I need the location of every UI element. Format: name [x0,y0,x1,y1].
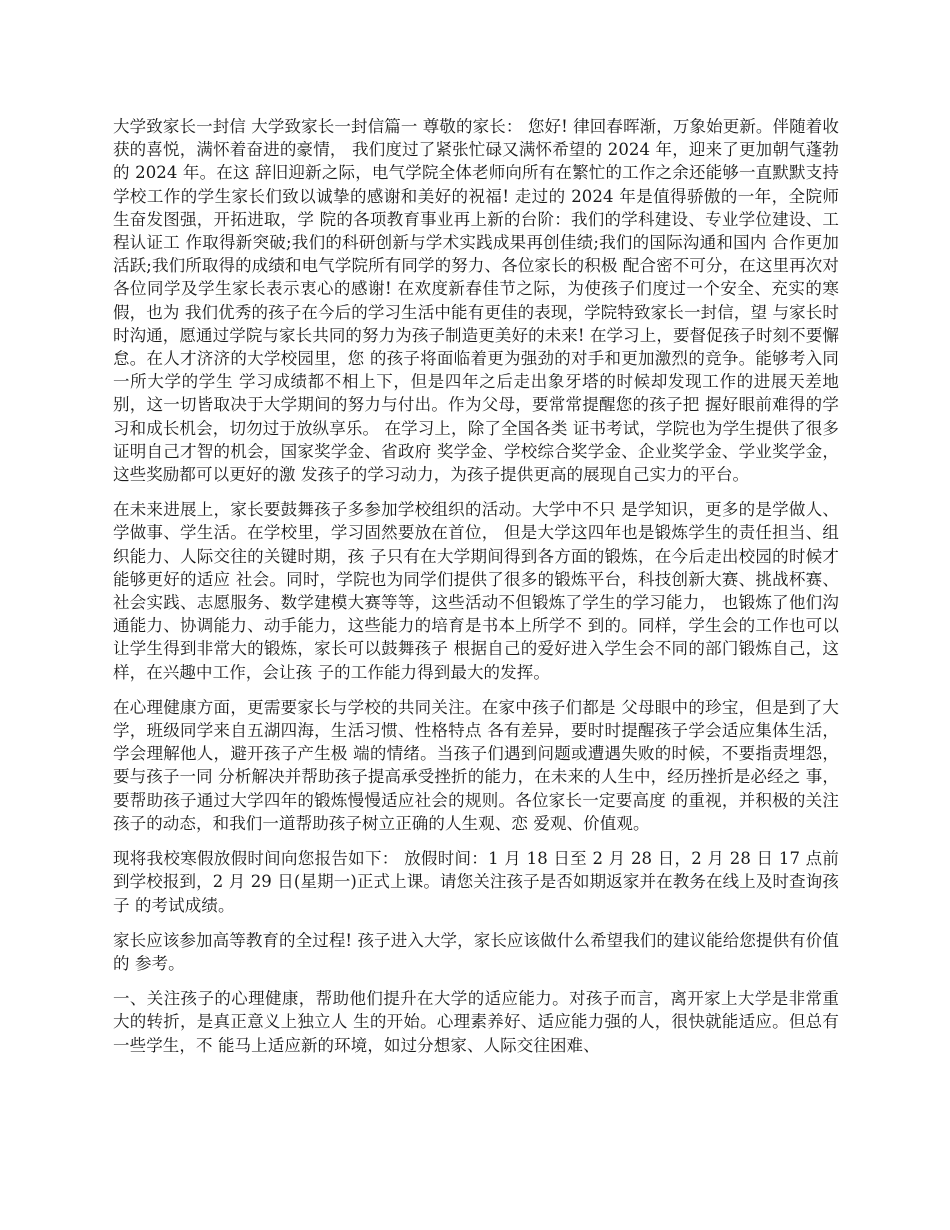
paragraph-intro: 大学致家长一封信 大学致家长一封信篇一 尊敬的家长： 您好! 律回春晖渐，万象始更新。伴随着收获的喜悦，满怀着奋进的豪情， 我们度过了紧张忙碌又满怀希望的 2024 年，迎来了更加朝气蓬勃的 2024 年。在这 辞旧迎新之际，电气学院全体老师向所有在繁忙的工作之余还能够一直默默支持 学校工作的学生家长们致以诚挚的感谢和美好的祝福! 走过的 2024 年是值得骄傲的一年，全院师生奋发图强，开拓进取，学 院的各项教育事业再上新的台阶：我们的学科建设、专业学位建设、工程认证工 作取得新突破;我们的科研创新与学术实践成果再创佳绩;我们的国际沟通和国内 合作更加活跃;我们所取得的成绩和电气学院所有同学的努力、各位家长的积极 配合密不可分，在这里再次对各位同学及学生家长表示衷心的感谢! 在欢度新春佳节之际，为使孩子们度过一个安全、充实的寒假，也为 我们优秀的孩子在今后的学习生活中能有更佳的表现，学院特致家长一封信，望 与家长时时沟通，愿通过学院与家长共同的努力为孩子制造更美好的未来! 在学习上，要督促孩子时刻不要懈怠。在人才济济的大学校园里，您 的孩子将面临着更为强劲的对手和更加激烈的竞争。能够考入同一所大学的学生 学习成绩都不相上下，但是四年之后走出象牙塔的时候却发现工作的进展天差地 别，这一切皆取决于大学期间的努力与付出。作为父母，要常常提醒您的孩子把 握好眼前难得的学习和成长机会，切勿过于放纵享乐。 在学习上，除了全国各类 证书考试，学院也为学生提供了很多证明自己才智的机会，国家奖学金、省政府 奖学金、学校综合奖学金、企业奖学金、学业奖学金，这些奖励都可以更好的激 发孩子的学习动力，为孩子提供更高的展现自己实力的平台。 [113,117,839,485]
paragraph-mental-health: 在心理健康方面，更需要家长与学校的共同关注。在家中孩子们都是 父母眼中的珍宝，但是到了大学，班级同学来自五湖四海，生活习惯、性格特点 各有差异，要时时提醒孩子学会适应集体生活，学会理解他人，避开孩子产生极 端的情绪。当孩子们遇到问题或遭遇失败的时候，不要指责埋怨，要与孩子一同 分析解决并帮助孩子提高承受挫折的能力，在未来的人生中，经历挫折是必经之 事，要帮助孩子通过大学四年的锻炼慢慢适应社会的规则。各位家长一定要高度 的重视，并积极的关注孩子的动态，和我们一道帮助孩子树立正确的人生观、恋 爱观、价值观。 [113,697,839,833]
paragraph-holiday-schedule: 现将我校寒假放假时间向您报告如下： 放假时间：1 月 18 日至 2 月 28 日，2 月 28 日 17 点前到学校报到，2 月 29 日(星期一)正式上课。请您关注孩子是否如期返家并在教务在线上及时查询孩子 的考试成绩。 [113,849,839,915]
paragraph-activities: 在未来进展上，家长要鼓舞孩子多参加学校组织的活动。大学中不只 是学知识，更多的是学做人、学做事、学生活。在学校里，学习固然要放在首位， 但是大学这四年也是锻炼学生的责任担当、组织能力、人际交往的关键时期，孩 子只有在大学期间得到各方面的锻炼，在今后走出校园的时候才能够更好的适应 社会。同时，学院也为同学们提供了很多的锻炼平台，科技创新大赛、挑战杯赛、 社会实践、志愿服务、数学建模大赛等等，这些活动不但锻炼了学生的学习能力， 也锻炼了他们沟通能力、协调能力、动手能力，这些能力的培育是书本上所学不 到的。同样，学生会的工作也可以让学生得到非常大的锻炼，家长可以鼓舞孩子 根据自己的爱好进入学生会不同的部门锻炼自己，这样，在兴趣中工作，会让孩 子的工作能力得到最大的发挥。 [113,500,839,682]
document-body [113,115,839,1069]
paragraph-advice-one: 一、关注孩子的心理健康，帮助他们提升在大学的适应能力。对孩子而言，离开家上大学是非常重大的转折，是真正意义上独立人 生的开始。心理素养好、适应能力强的人，很快就能适应。但总有一些学生，不 能马上适应新的环境，如过分想家、人际交往困难、 [113,989,839,1055]
paragraph-parent-participation: 家长应该参加高等教育的全过程! 孩子进入大学，家长应该做什么希望我们的建议能给您提供有价值的 参考。 [113,930,839,973]
